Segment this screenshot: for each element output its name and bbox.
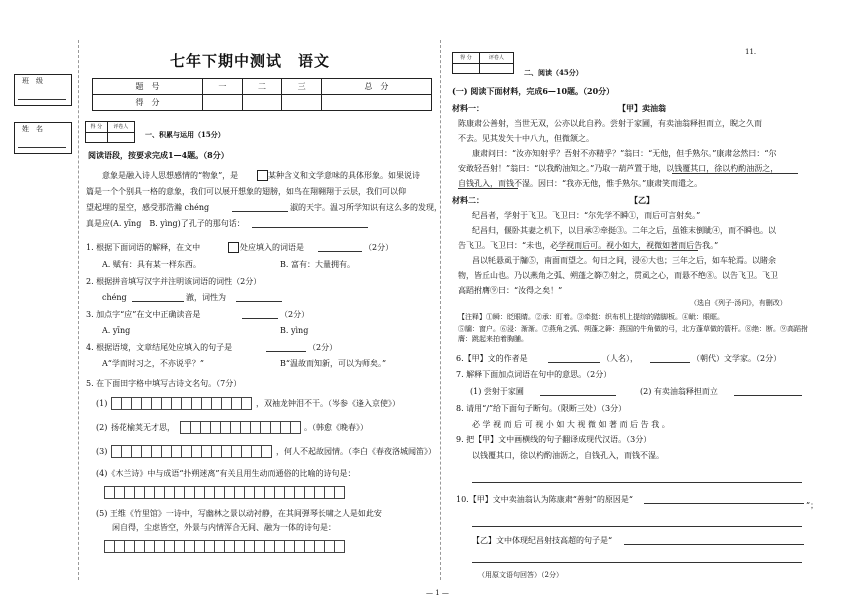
q9-sentence: 以钱覆其口，徐以杓酌油沥之，自钱孔入，而钱不湿。 xyxy=(472,451,664,460)
q9-text: 9. 把【甲】文中画横线的句子翻译成现代汉语。（3分） xyxy=(456,435,652,444)
q5-4-grid[interactable] xyxy=(104,486,345,499)
grader-label: 评卷人 xyxy=(107,122,134,133)
class-field[interactable] xyxy=(18,99,66,100)
q5-4-text: (4)《木兰诗》中与成语“扑朔迷离”有关且用生动而通俗的比喻的诗句是： xyxy=(96,469,356,478)
q1-text: 1. 根据下面词语的解释，在文中 xyxy=(86,243,201,252)
yi-line-2: 纪昌归，偃卧其妻之机下，以目承②牵挺③。二年之后，虽锥末倒眦④，而不瞬也。以 xyxy=(472,226,776,235)
q2-text: 2. 根据拼音填写汉字并注明该词语的词性（2分） xyxy=(86,277,262,286)
score-header: 一 xyxy=(203,79,243,95)
q1-blank[interactable] xyxy=(318,251,362,252)
q3-option-a[interactable]: A. yīng xyxy=(102,326,131,335)
para-line-4: 真是应(A. yīng B. yìng)了孔子的那句话： xyxy=(86,219,245,228)
q7-2: (2) 有卖油翁释担而立 xyxy=(640,387,718,396)
material1-label: 材料一： xyxy=(452,103,484,113)
grader-label: 评卷人 xyxy=(479,53,513,64)
q10-blank-1[interactable] xyxy=(644,503,804,504)
chengche-blank[interactable] xyxy=(232,211,288,212)
notes-line-1: 【注释】①瞬：眨眼睛。②承：盯着。③牵挺：织布机上提综的踏脚板。④眦：眼眶。 xyxy=(458,313,724,321)
para-line-2: 篇是一个个别具一格的意象，我们可以展开想象的翅膀，如鸟在翔翱翔于云层，我们可以仰 xyxy=(86,187,406,196)
jia-underline-2 xyxy=(458,188,518,189)
jia-line-5: 自钱孔入，而钱不湿。因曰：“我亦无他，惟手熟尔。”康肃笑而遣之。 xyxy=(458,179,703,188)
q1-option-a[interactable]: A. 赋有：具有某一样东西。 xyxy=(102,260,201,269)
q9-answer-line[interactable] xyxy=(472,482,802,483)
q3-text: 3. 加点字“应”在文中正确读音是 xyxy=(86,310,201,319)
q5-1-num: (1) xyxy=(96,399,108,408)
q10-blank-1b[interactable] xyxy=(472,526,802,527)
q6-text-c: （朝代）文学家。（2分） xyxy=(692,354,782,363)
q4-blank[interactable] xyxy=(266,351,306,352)
q5-2-tail: 。（韩愈《晚春》） xyxy=(304,423,368,432)
jia-line-2: 不去。见其发矢十中八九，但微颔之。 xyxy=(458,134,594,143)
q4-option-a[interactable]: A“学而时习之，不亦说乎？” xyxy=(102,359,204,368)
q7-1: (1) 尝射于家圃 xyxy=(470,387,524,396)
score-header: 二 xyxy=(242,79,282,95)
q5-1-tail: ，双袖龙钟泪不干。（岑参《逢入京使》） xyxy=(256,399,400,408)
grader-box-1 xyxy=(85,121,135,143)
grader-cell[interactable] xyxy=(107,133,134,143)
q1-square xyxy=(228,242,239,253)
q2-pinyin: chéng xyxy=(102,293,127,302)
q7-text: 7. 解释下面加点词语在句中的意思。（2分） xyxy=(456,370,612,379)
q4-text: 4. 根据语境，文章结尾处应填入的句子是 xyxy=(86,343,233,352)
score-row-label: 得 分 xyxy=(93,95,203,111)
score-cell[interactable] xyxy=(242,95,282,111)
q8-text: 8. 请用“/”给下面句子断句。（限断三处）（3分） xyxy=(456,404,627,413)
q1-text-b: 处应填入的词语是 xyxy=(240,243,304,252)
q2-char-blank[interactable] xyxy=(132,301,184,302)
grader-cell[interactable] xyxy=(479,64,513,74)
q6-text-b: （人名）， xyxy=(602,354,638,363)
q6-text: 6.【甲】文的作者是 xyxy=(456,354,528,363)
para-line-3: 望起埋的星空，感受那浩瀚 chéng xyxy=(86,203,210,212)
q5-3-num: (3) xyxy=(96,447,108,456)
name-field[interactable] xyxy=(18,147,66,148)
yi-underline xyxy=(556,250,698,251)
q10-note: （用原文语句回答）（2分） xyxy=(478,571,563,579)
q6-dynasty-blank[interactable] xyxy=(650,362,690,363)
q10-blank-2b[interactable] xyxy=(472,562,802,563)
page-title: 七年下期中测试 语文 xyxy=(170,52,331,70)
q10-blank-2[interactable] xyxy=(624,544,804,545)
para-line-3b: 淑的天宇。温习所学知识有这么多的发现， xyxy=(290,203,442,212)
yi-line-6: 高蹈拊膺⑨曰：“汝得之矣！” xyxy=(458,286,563,295)
q4-option-b[interactable]: B“温故而知新，可以为师矣。” xyxy=(280,359,387,368)
q1-option-b[interactable]: B. 富有：大量拥有。 xyxy=(280,260,355,269)
grader-score-label: 得 分 xyxy=(453,53,480,64)
jia-line-3: 康肃问曰：“汝亦知射乎？吾射不亦精乎？”翁曰：“无他，但手熟尔。”康肃忿然曰：“尔 xyxy=(472,149,777,158)
name-label: 姓 名 xyxy=(22,125,43,133)
q10-close: ”； xyxy=(806,501,819,510)
grader-score-label: 得 分 xyxy=(86,122,108,133)
quote-blank[interactable] xyxy=(252,227,368,228)
score-header: 总 分 xyxy=(321,79,431,95)
jia-title: 【甲】卖油翁 xyxy=(618,103,666,113)
q5-1-grid[interactable] xyxy=(111,397,252,410)
binding-line xyxy=(78,40,79,580)
q5-2-head: 扬花榆荚无才思， xyxy=(111,423,175,432)
grader-box-2 xyxy=(452,52,514,74)
section1-heading: 一、积累与运用（15分） xyxy=(145,130,225,139)
q5-text: 5. 在下面田字格中填写古诗文名句。（7分） xyxy=(86,379,242,388)
yi-line-5: 物，皆丘山也。乃以燕角之弧、朔蓬之簳⑦射之，贯虱之心，而悬不绝⑧。以告飞卫。飞卫 xyxy=(458,271,778,280)
section2-heading: 二、阅读（45分） xyxy=(524,68,583,77)
reading-sub1: (一) 阅读下面材料，完成6—10题。（20分） xyxy=(452,86,615,96)
jia-underline xyxy=(672,173,798,174)
q8-sentence: 必 学 视 而 后 可 视 小 如 大 视 微 如 著 而 后 告 我 。 xyxy=(472,420,670,429)
q2-text-b: 澈，词性为 xyxy=(186,293,226,302)
q6-author-blank[interactable] xyxy=(548,362,600,363)
q3-score: （2分） xyxy=(280,310,310,319)
q5-3-tail: ，何人不起故园情。（李白《春夜洛城闻笛》） xyxy=(276,447,436,456)
q10-text-c: 【乙】文中体现纪昌射技高超的句子是“ xyxy=(472,536,613,545)
q7-2-blank[interactable] xyxy=(734,395,802,396)
score-header: 题 号 xyxy=(93,79,203,95)
column-divider xyxy=(440,40,441,580)
para-line-1b: 某种含义和文学意味的具体形象。如果说诗 xyxy=(268,171,420,180)
yi-line-1: 纪昌者，学射于飞卫。飞卫曰：“尔先学不瞬①，而后可言射矣。” xyxy=(472,211,701,220)
page-footer: — 1 — xyxy=(426,589,449,597)
jia-line-1: 陈康肃公善射，当世无双，公亦以此自矜。尝射于家圃，有卖油翁释担而立，睨之久而 xyxy=(458,119,762,128)
q5-3-grid[interactable] xyxy=(111,445,272,458)
q5-2-num: (2) xyxy=(96,423,108,432)
page-number-top: 11. xyxy=(745,48,757,56)
q5-2-grid[interactable] xyxy=(180,421,301,434)
yi-line-4: 昌以牦悬虱于牖⑤，南面而望之。旬日之间，浸⑥大也；三年之后，如车轮焉。以睹余 xyxy=(472,256,776,265)
yi-title: 【乙】 xyxy=(630,195,654,205)
q1-score: （2分） xyxy=(364,243,394,252)
q2-pos-blank[interactable] xyxy=(236,301,282,302)
section1-instruction: 阅读语段，按要求完成1—4题。（8分） xyxy=(88,150,229,160)
blank-square[interactable] xyxy=(257,170,268,181)
score-cell[interactable] xyxy=(203,95,243,111)
material2-label: 材料二： xyxy=(452,195,484,205)
q4-score: （2分） xyxy=(308,343,338,352)
class-label: 班 级 xyxy=(22,77,43,85)
q3-option-b[interactable]: B. yìng xyxy=(280,326,309,335)
q5-5-grid[interactable] xyxy=(104,540,345,553)
q5-5-text-b: 闲自得，尘虑皆空，外景与内情浑合无间、融为一体的诗句是： xyxy=(112,523,336,532)
q10-text: 10.【甲】文中卖油翁认为陈康肃“善射”的原因是“ xyxy=(456,495,633,504)
score-header: 三 xyxy=(282,79,322,95)
score-cell[interactable] xyxy=(321,95,431,111)
jia-line-4: 安敢轻吾射！”翁曰：“以我酌油知之。”乃取一葫芦置于地，以钱覆其口，徐以杓酌油沥之， xyxy=(458,164,779,173)
para-line-1: 意象是融入诗人思想感情的“物象”，是 xyxy=(102,171,239,180)
yi-source: （选自《列子·汤问》，有删改） xyxy=(690,299,787,307)
q5-5-text: (5) 王维《竹里馆》一诗中，写幽林之景以动衬静，在其间弹琴长啸之人是如此安 xyxy=(96,509,382,518)
score-cell[interactable] xyxy=(282,95,322,111)
q3-blank[interactable] xyxy=(242,318,278,319)
grader-score-cell[interactable] xyxy=(453,64,480,74)
grader-score-cell[interactable] xyxy=(86,133,108,143)
score-table xyxy=(92,78,432,111)
q7-1-blank[interactable] xyxy=(540,395,616,396)
yi-line-3: 告飞卫。飞卫曰：“未也，必学视而后可。视小如大，视微如著而后告我。” xyxy=(458,241,719,250)
notes-line-2: ⑤牖：窗户。⑥浸：渐渐。⑦燕角之弧、朔蓬之簳：燕国的牛角做的弓，北方蓬草做的箭杆。⑧绝：断。⑨高蹈拊膺：跳起来拍着胸脯。 xyxy=(458,325,808,343)
